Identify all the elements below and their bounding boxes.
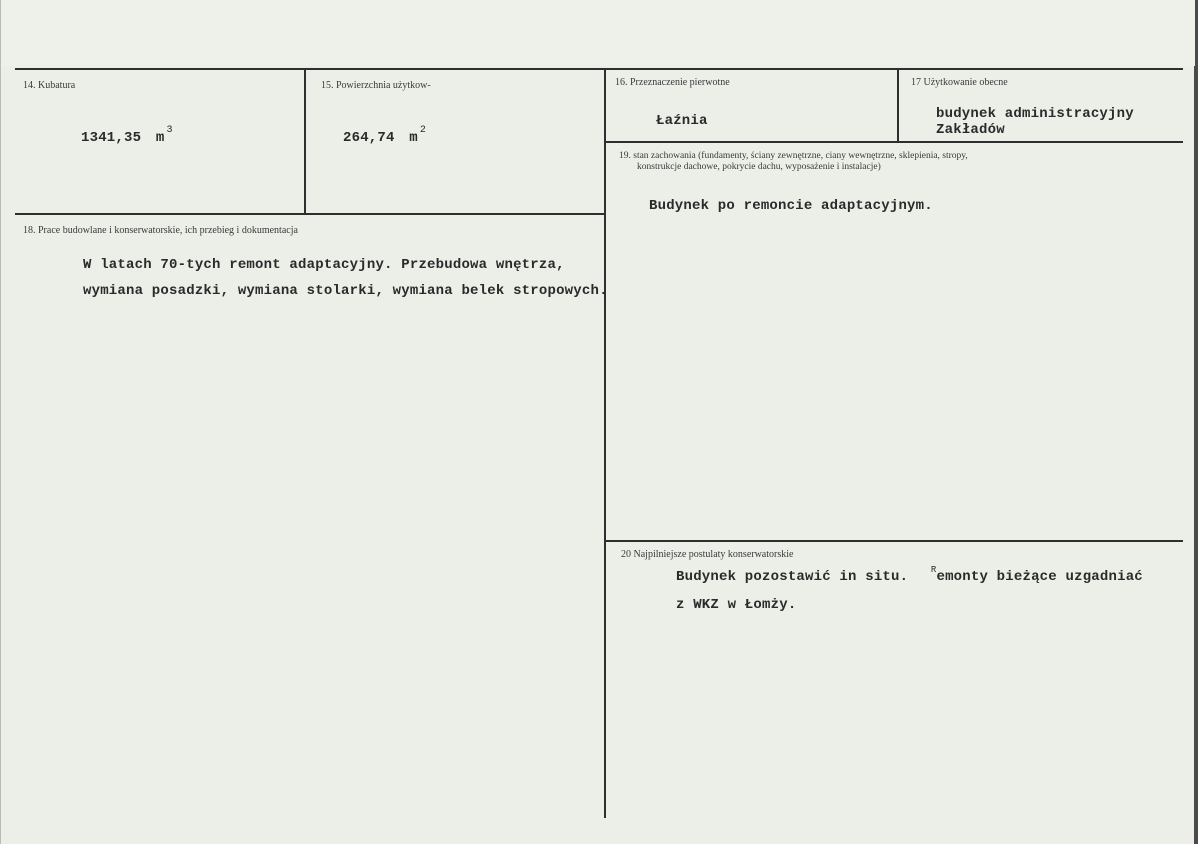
field-20-value-line1	[676, 565, 1143, 585]
field-20-text-b: emonty bieżące uzgadniać	[936, 569, 1143, 585]
divider-main	[604, 68, 606, 818]
field-14-value	[81, 125, 173, 146]
field-14-label: 14. Kubatura	[23, 80, 76, 91]
field-17-value-line1: budynek administracyjny	[936, 106, 1134, 122]
field-18-value-line2: wymiana posadzki, wymiana stolarki, wymiana belek stropowych.	[83, 283, 608, 299]
field-20-text-a: Budynek pozostawić in situ.	[676, 569, 909, 585]
field-18-label: 18. Prace budowlane i konserwatorskie, ich przebieg i dokumentacja	[23, 225, 298, 236]
field-17-value-line2: Zakładów	[936, 122, 1005, 138]
field-20-correction-mark: R	[930, 565, 937, 575]
field-20-label: 20 Najpilniejsze postulaty konserwatorskie	[621, 549, 794, 560]
top-rule	[15, 68, 1183, 70]
field-19-value: Budynek po remoncie adaptacyjnym.	[649, 198, 933, 214]
divider-16-17	[897, 68, 899, 143]
volume-number: 1341,35	[81, 130, 142, 146]
field-20-value-line2: z WKZ w Łomży.	[676, 597, 797, 613]
rule-under-row1-left	[15, 213, 605, 215]
field-19-label-line1: 19. stan zachowania (fundamenty, ściany zewnętrzne, ciany wewnętrzne, sklepienia, stropy,	[619, 151, 968, 161]
rule-above-field-20	[605, 540, 1183, 542]
field-19-label-line2: konstrukcje dachowe, pokrycie dachu, wyposażenie i instalacje)	[637, 162, 881, 172]
card-top-margin	[1, 0, 1195, 66]
field-18-value-line1: W latach 70-tych remont adaptacyjny. Przebudowa wnętrza,	[83, 257, 565, 273]
area-exponent: 2	[419, 125, 427, 136]
volume-unit: m	[155, 130, 165, 146]
field-15-value	[343, 125, 427, 146]
field-16-value: Łaźnia	[656, 113, 708, 129]
field-16-label: 16. Przeznaczenie pierwotne	[615, 77, 730, 88]
area-number: 264,74	[343, 130, 395, 146]
area-unit: m	[409, 130, 418, 146]
field-15-label: 15. Powierzchnia użytkow-	[321, 80, 431, 91]
field-17-label: 17 Użytkowanie obecne	[911, 77, 1008, 88]
divider-14-15	[304, 68, 306, 215]
rule-under-row1-right	[605, 141, 1183, 143]
volume-exponent: 3	[166, 125, 173, 136]
